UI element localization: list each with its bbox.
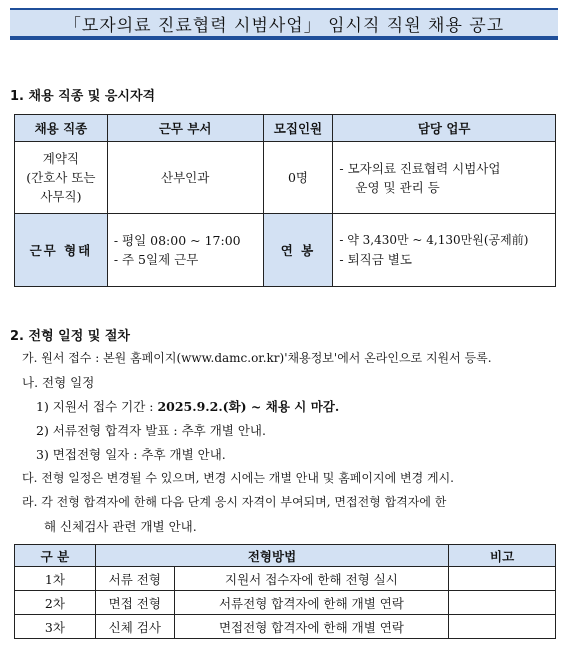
line-b: 나. 전형 일정 — [22, 375, 95, 390]
application-period: 2025.9.2.(화) ~ 채용 시 마감. — [157, 399, 340, 414]
salary-label: 연 봉 — [263, 214, 333, 287]
page-title: 「모자의료 진료협력 시범사업」 임시직 직원 채용 공고 — [10, 8, 558, 40]
table-row: 1차 서류 전형 지원서 접수자에 한해 전형 실시 — [15, 567, 556, 591]
header-step: 구 분 — [15, 545, 96, 567]
work-type-label: 근무 형태 — [15, 214, 108, 287]
dept-cell: 산부인과 — [107, 142, 263, 214]
title-banner — [10, 8, 558, 46]
process-table — [14, 544, 556, 639]
header-duty: 담당 업무 — [333, 115, 556, 142]
header-note: 비고 — [449, 545, 556, 567]
line-b2: 2) 서류전형 합격자 발표 : 추후 개별 안내. — [36, 423, 266, 438]
salary-cell: - 약 3,430만 ~ 4,130만원(공제前) - 퇴직금 별도 — [333, 214, 556, 287]
line-c: 다. 전형 일정은 변경될 수 있으며, 변경 시에는 개별 안내 및 홈페이지에 변경 게시. — [22, 471, 454, 485]
line-a: 가. 원서 접수 : 본원 홈페이지(www.damc.or.kr)'채용정보'에서 온라인으로 지원서 등록. — [22, 351, 492, 365]
table-row: 2차 면접 전형 서류전형 합격자에 한해 개별 연락 — [15, 591, 556, 615]
recruitment-table — [14, 114, 556, 287]
header-dept: 근무 부서 — [107, 115, 263, 142]
table-row: 3차 신체 검사 면접전형 합격자에 한해 개별 연락 — [15, 615, 556, 639]
line-d2: 해 신체검사 관련 개별 안내. — [44, 519, 197, 534]
count-cell: 0명 — [263, 142, 333, 214]
line-b3: 3) 면접전형 일자 : 추후 개별 안내. — [36, 447, 226, 462]
header-count: 모집인원 — [263, 115, 333, 142]
job-cell: 계약직 (간호사 또는 사무직) — [15, 142, 108, 214]
line-d1: 라. 각 전형 합격자에 한해 다음 단계 응시 자격이 부여되며, 면접전형 합격자에 한 — [22, 495, 447, 509]
section1-heading: 1. 채용 직종 및 응시자격 — [10, 89, 156, 104]
header-method: 전형방법 — [95, 545, 448, 567]
line-b1: 1) 지원서 접수 기간 : 2025.9.2.(화) ~ 채용 시 마감. — [36, 399, 340, 414]
header-job: 채용 직종 — [15, 115, 108, 142]
section2-heading: 2. 전형 일정 및 절차 — [10, 329, 130, 344]
duty-cell: - 모자의료 진료협력 시범사업 운영 및 관리 등 — [333, 142, 556, 214]
work-type-cell: - 평일 08:00 ~ 17:00 - 주 5일제 근무 — [107, 214, 263, 287]
